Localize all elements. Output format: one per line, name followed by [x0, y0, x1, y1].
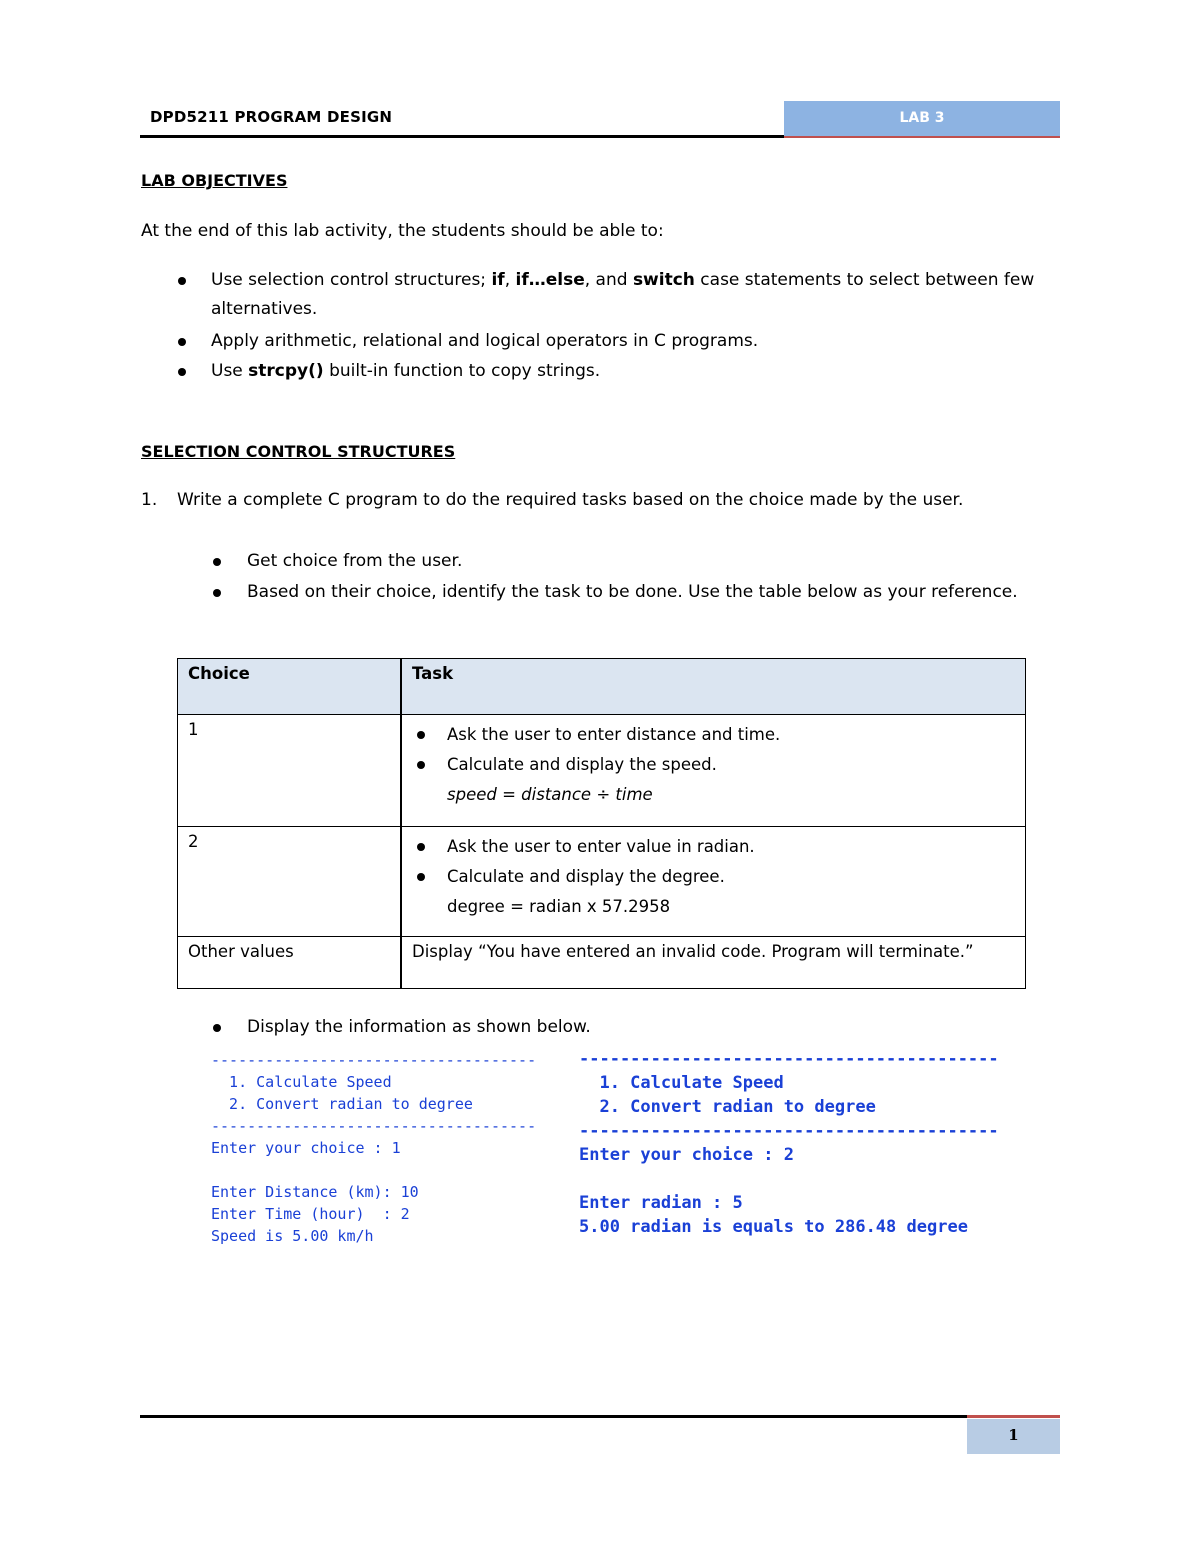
speed-formula: speed = distance ÷ time — [447, 785, 653, 804]
bullet-icon — [178, 368, 186, 376]
footer-rule — [140, 1415, 970, 1418]
choice-task-table — [177, 658, 1026, 989]
page-number: 1 — [1008, 1426, 1019, 1444]
choice-cell: 1 — [178, 715, 402, 827]
table-row — [178, 937, 1026, 989]
lab-label: LAB 3 — [899, 110, 945, 126]
console-output-radian: ----------------------------------------- 1. Calculate Speed 2. Convert radian to degree ----------------------------------------- Enter your choice : 2 Enter radian : 5 5.00 radian is equals to 286.48 degree — [579, 1049, 999, 1237]
objectives-heading: LAB OBJECTIVES — [141, 171, 288, 190]
table-row — [178, 827, 1026, 937]
bullet-icon — [417, 873, 425, 881]
task-cell — [401, 827, 1026, 937]
objective-item-1: Use selection control structures; if, if…else, and switch case statements to select between few alternatives. — [211, 270, 1035, 319]
footer-accent-line — [967, 1415, 1060, 1418]
header-rule — [140, 135, 785, 138]
objectives-intro: At the end of this lab activity, the students should be able to: — [141, 221, 664, 241]
bullet-icon — [178, 277, 186, 285]
table-header-row — [178, 659, 1026, 715]
question-text: Write a complete C program to do the required tasks based on the choice made by the user. — [177, 490, 964, 510]
display-instruction: Display the information as shown below. — [247, 1017, 591, 1037]
course-title: DPD5211 PROGRAM DESIGN — [150, 108, 393, 126]
degree-formula: degree = radian x 57.2958 — [447, 897, 671, 916]
bullet-icon — [178, 338, 186, 346]
table-row — [178, 715, 1026, 827]
header-lab-underline — [784, 136, 1060, 138]
bullet-icon — [213, 589, 221, 597]
objective-item-2: Apply arithmetic, relational and logical operators in C programs. — [211, 331, 759, 351]
bullet-icon — [213, 1024, 221, 1032]
choice-cell: 2 — [178, 827, 402, 937]
task-line: Ask the user to enter value in radian. — [447, 837, 755, 856]
header-choice: Choice — [178, 659, 402, 715]
question-number: 1. — [141, 490, 158, 510]
objective-item-3: Use strcpy() built-in function to copy strings. — [211, 361, 601, 381]
bullet-icon — [417, 731, 425, 739]
bullet-icon — [213, 558, 221, 566]
header-task: Task — [401, 659, 1026, 715]
task-cell: Display “You have entered an invalid code. Program will terminate.” — [401, 937, 1026, 989]
task-line: Calculate and display the speed. — [447, 755, 717, 774]
choice-cell: Other values — [178, 937, 402, 989]
console-output-speed: ------------------------------------ 1. Calculate Speed 2. Convert radian to degree ------------------------------------ Enter your choice : 1 Enter Distance (km): 10 Enter Time (hour) : 2 Speed is 5.00 km/h — [211, 1051, 537, 1245]
task-line: Ask the user to enter distance and time. — [447, 725, 781, 744]
bullet-icon — [417, 761, 425, 769]
selection-heading: SELECTION CONTROL STRUCTURES — [141, 442, 456, 461]
instruction-2: Based on their choice, identify the task to be done. Use the table below as your reference. — [247, 582, 1018, 602]
bullet-icon — [417, 843, 425, 851]
task-cell — [401, 715, 1026, 827]
instruction-1: Get choice from the user. — [247, 551, 463, 571]
task-line: Calculate and display the degree. — [447, 867, 725, 886]
